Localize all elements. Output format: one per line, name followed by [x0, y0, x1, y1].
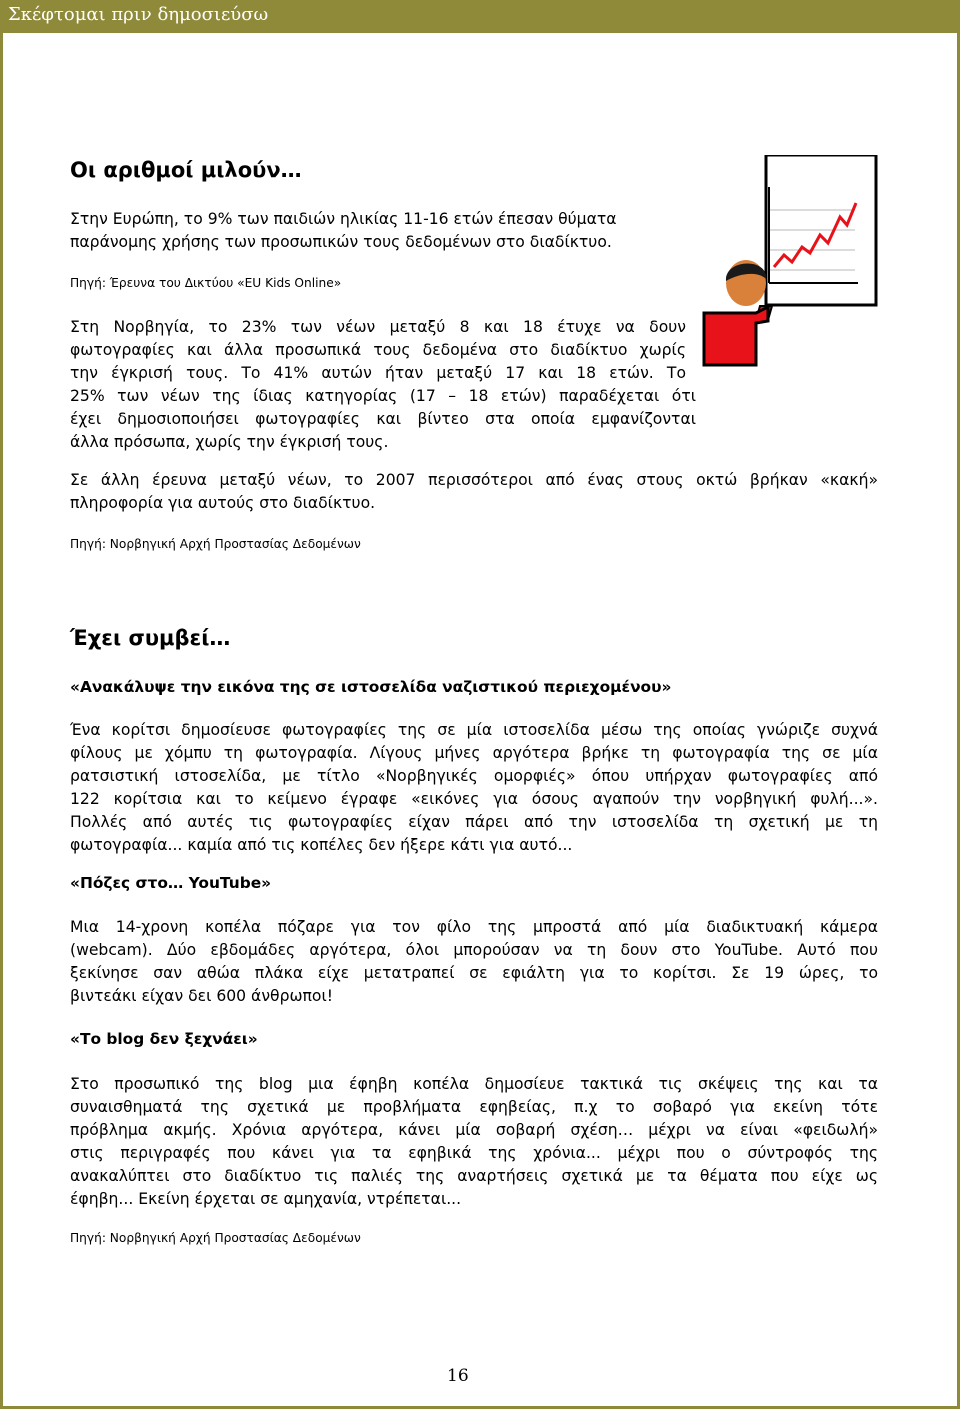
stat2-line: άλλα πρόσωπα, χωρίς την έγκρισή τους.	[70, 433, 389, 451]
story1-line: Ένα κορίτσι δημοσίευσε φωτογραφίες της σε μία ιστοσελίδα μέσω της οποίας γνώριζε συχνά	[70, 721, 878, 739]
story3-heading: «Το blog δεν ξεχνάει»	[70, 1030, 258, 1048]
section1-title: Οι αριθμοί μιλούν…	[70, 158, 302, 182]
story2-line: Μια 14-χρονη κοπέλα πόζαρε για τον φίλο της μπροστά από μία διαδικτυακή κάμερα	[70, 918, 878, 936]
story2-heading: «Πόζες στο… YouTube»	[70, 874, 272, 892]
source1: Πηγή: Έρευνα του Δικτύου «EU Kids Online»	[70, 276, 342, 290]
stat2-line: 25% των νέων της ίδιας κατηγορίας (17 – 18 ετών) παραδέχεται ότι	[70, 387, 696, 405]
stat3-line: πληροφορία για αυτούς στο διαδίκτυο.	[70, 494, 376, 512]
stat1-line: παράνομης χρήσης των προσωπικών τους δεδομένων στο διαδίκτυο.	[70, 233, 612, 251]
stat1-line: Στην Ευρώπη, το 9% των παιδιών ηλικίας 11-16 ετών έπεσαν θύματα	[70, 210, 617, 228]
stat2-line: Στη Νορβηγία, το 23% των νέων μεταξύ 8 και 18 έτυχε να δουν	[70, 318, 686, 336]
stat2-line: φωτογραφίες και άλλα προσωπικά τους δεδομένα στο διαδίκτυο χωρίς	[70, 341, 686, 359]
story3-line: ανακαλύπτει στο διαδίκτυο τις παλιές της αναρτήσεις σχετικά με τα θέματα που είχε ως	[70, 1167, 878, 1185]
story3-line: στις περιγραφές που κάνει για τα εφηβικά της χρόνια... μέχρι που ο σύντροφός της	[70, 1144, 878, 1162]
story3-line: Στο προσωπικό της blog μια έφηβη κοπέλα δημοσίευε τακτικά τις σκέψεις της και τα	[70, 1075, 878, 1093]
header-title: Σκέφτομαι πριν δημοσιεύσω	[8, 4, 269, 25]
story2-line: βιντεάκι είχαν δει 600 άνθρωποι!	[70, 987, 333, 1005]
story3-line: έφηβη... Εκείνη έρχεται σε αμηχανία, ντρέπεται...	[70, 1190, 462, 1208]
header-band	[0, 0, 960, 33]
story3-line: πρόβλημα ακμής. Χρόνια αργότερα, κάνει μία σοβαρή σχέση… μέχρι να είναι «φειδωλή»	[70, 1121, 878, 1139]
presenter-chart-icon	[702, 155, 882, 400]
story3-line: συναισθηματά της σχετικά με προβλήματα εφηβείας, π.χ το σοβαρό για εκείνη τότε	[70, 1098, 878, 1116]
story1-line: Πολλές από αυτές τις φωτογραφίες είχαν πάρει από την ιστοσελίδα τη σχετική με τη	[70, 813, 878, 831]
story2-line: ξεκίνησε σαν αθώα πλάκα είχε μετατραπεί σε εφιάλτη για το κορίτσι. Σε 19 ώρες, το	[70, 964, 878, 982]
source3: Πηγή: Νορβηγική Αρχή Προστασίας Δεδομένων	[70, 1231, 361, 1245]
story2-line: (webcam). Δύο εβδομάδες αργότερα, όλοι μπορούσαν να τη δουν στο YouTube. Αυτό που	[70, 941, 878, 959]
stat2-line: έχει δημοσιοποιήσει φωτογραφίες και βίντεο στα οποία εμφανίζονται	[70, 410, 696, 428]
source2: Πηγή: Νορβηγική Αρχή Προστασίας Δεδομένων	[70, 537, 361, 551]
story1-line: ρατσιστική ιστοσελίδα, με τίτλο «Νορβηγικές ομορφιές» όπου υπήρχαν φωτογραφίες από	[70, 767, 878, 785]
page-number: 16	[447, 1366, 469, 1386]
section2-title: Έχει συμβεί…	[70, 626, 231, 650]
stat2-line: την έγκρισή τους. Το 41% αυτών ήταν μεταξύ 17 και 18 ετών. Το	[70, 364, 686, 382]
story1-line: φίλους με χόμπυ τη φωτογραφία. Λίγους μήνες αργότερα βρήκε τη φωτογραφία της σε μία	[70, 744, 878, 762]
story1-line: φωτογραφία... καμία από τις κοπέλες δεν ήξερε κάτι για αυτό...	[70, 836, 573, 854]
stat3-line: Σε άλλη έρευνα μεταξύ νέων, το 2007 περισσότεροι από ένας στους οκτώ βρήκαν «κακή»	[70, 471, 878, 489]
story1-heading: «Ανακάλυψε την εικόνα της σε ιστοσελίδα ναζιστικού περιεχομένου»	[70, 678, 672, 696]
story1-line: 122 κορίτσια και το κείμενο έγραφε «εικόνες για όσους αγαπούν την νορβηγική φυλή...».	[70, 790, 878, 808]
presenter-body	[704, 307, 768, 365]
